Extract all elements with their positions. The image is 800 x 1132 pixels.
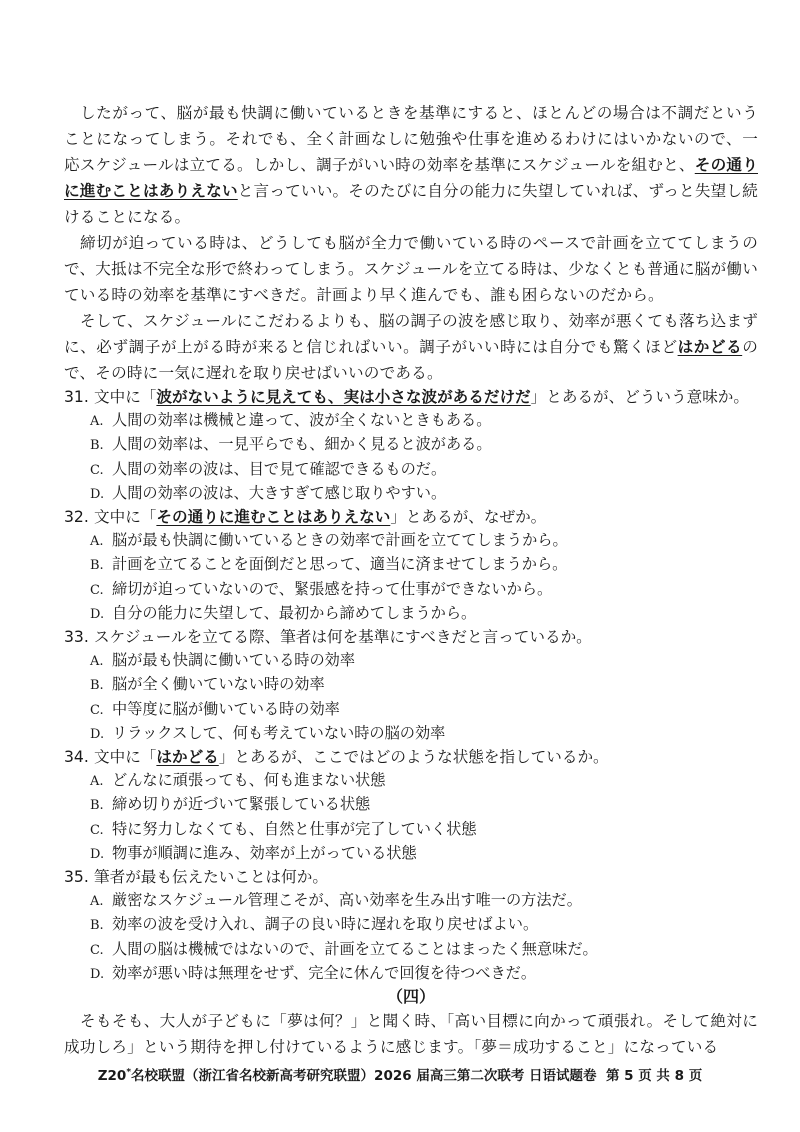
footer-exam-title: 名校联盟（浙江省名校新高考研究联盟）2026 届高三第二次联考 日语试题卷: [131, 1068, 597, 1084]
question-quote: 波がないように見えても、実は小さな波があるだけだ: [156, 388, 531, 406]
option-label: B.: [90, 438, 104, 454]
option-label: A.: [90, 774, 104, 790]
option-text: 中等度に脳が働いている時の効率: [112, 699, 340, 718]
option-text: 自分の能力に失望して、最初から諦めてしまうから。: [112, 603, 477, 622]
question-35: [64, 866, 758, 986]
answer-option[interactable]: [90, 458, 758, 482]
option-text: 効率が悪い時は無理をせず、完全に休んで回復を待つべきだ。: [112, 963, 537, 982]
reading-passage: [64, 100, 758, 386]
question-stem: [64, 626, 758, 649]
question-quote: はかどる: [156, 748, 219, 767]
option-text: 脳が最も快調に働いているときの効率で計画を立ててしまうから。: [112, 531, 568, 550]
option-label: B.: [90, 678, 104, 694]
question-list: [64, 386, 758, 986]
question-suffix: 」とあるが、なぜか。: [390, 508, 547, 527]
option-label: D.: [90, 966, 105, 982]
footer-page-info: 第 5 页 共 8 页: [605, 1068, 703, 1084]
option-label: B.: [90, 558, 104, 574]
answer-option[interactable]: [90, 529, 758, 553]
option-text: 人間の効率は、一見平らでも、細かく見ると波がある。: [112, 435, 492, 454]
option-label: C.: [90, 702, 104, 718]
option-label: C.: [90, 942, 104, 958]
passage-text: したがって、脳が最も快調に働いているときを基準にすると、ほとんどの場合は不調だということになってしまう。それでも、全く計画なしに勉強や仕事を進めるわけにはいかないので、一応スケジュールは立てる。しかし、調子がいい時の効率を基準にスケジュールを組むと、: [64, 104, 758, 174]
answer-option[interactable]: [90, 602, 758, 626]
option-text: 物事が順調に進み、効率が上がっている状態: [112, 843, 417, 862]
option-label: A.: [90, 414, 104, 430]
option-text: 効率の波を受け入れ、調子の良い時に遅れを取り戻せばよい。: [112, 915, 539, 934]
passage-text: そして、スケジュールにこだわるよりも、脳の調子の波を感じ取り、効率が悪くても落ち込まずに、必ず調子が上がる時が来ると信じればいい。調子がいい時には自分でも驚くほど: [64, 312, 758, 356]
option-text: どんなに頑張っても、何も進まない状態: [112, 771, 386, 790]
option-label: C.: [90, 822, 104, 838]
answer-option[interactable]: [90, 722, 758, 746]
page-footer: [0, 1064, 800, 1084]
question-suffix: 」とあるが、どういう意味か。: [530, 388, 749, 406]
question-32: [64, 506, 758, 626]
option-text: 締切が迫っていないので、緊張感を持って仕事ができないから。: [112, 579, 553, 598]
option-text: 脳が最も快調に働いている時の効率: [112, 651, 355, 670]
option-label: A.: [90, 654, 104, 670]
question-31: [64, 386, 758, 506]
page-content: [64, 100, 758, 1060]
option-text: 人間の効率は機械と違って、波が全くないときもある。: [112, 411, 492, 430]
option-label: D.: [90, 726, 105, 742]
option-text: 締め切りが近づいて緊張している状態: [112, 795, 371, 814]
question-prefix: 文中に「: [94, 508, 157, 527]
option-text: 人間の脳は機械ではないので、計画を立てることはまったく無意味だ。: [112, 939, 598, 958]
option-text: リラックスして、何も考えていない時の脳の効率: [112, 723, 446, 742]
answer-option[interactable]: [90, 578, 758, 602]
option-text: 特に努力しなくても、自然と仕事が完了していく状態: [112, 819, 477, 838]
question-stem: [64, 746, 758, 769]
answer-option[interactable]: [90, 842, 758, 866]
answer-option[interactable]: [90, 769, 758, 793]
footer-org-mark: *: [126, 1067, 132, 1078]
answer-option[interactable]: [90, 962, 758, 986]
question-prefix: 文中に「: [94, 388, 157, 406]
question-number: 34.: [64, 748, 89, 767]
answer-option[interactable]: [90, 913, 758, 937]
option-text: 計画を立てることを面倒だと思って、適当に済ませてしまうから。: [112, 555, 568, 574]
answer-option[interactable]: [90, 889, 758, 913]
question-stem: [64, 386, 758, 409]
question-number: 32.: [64, 508, 89, 527]
answer-option[interactable]: [90, 793, 758, 817]
answer-option[interactable]: [90, 818, 758, 842]
passage-paragraph: [64, 100, 758, 230]
footer-org-prefix: Z20: [97, 1068, 127, 1084]
option-text: 人間の効率の波は、大きすぎて感じ取りやすい。: [112, 483, 447, 502]
option-label: B.: [90, 798, 104, 814]
section-4-title: （四）: [386, 987, 435, 1007]
question-suffix: 」とあるが、ここではどのような状態を指しているか。: [218, 748, 609, 767]
answer-option[interactable]: [90, 673, 758, 697]
answer-option[interactable]: [90, 698, 758, 722]
question-33: [64, 626, 758, 746]
passage-paragraph: [64, 230, 758, 308]
answer-option[interactable]: [90, 433, 758, 457]
question-stem: [64, 506, 758, 529]
question-prefix: スケジュールを立てる際、筆者は何を基準にすべきだと言っているか。: [94, 628, 592, 647]
option-label: A.: [90, 534, 104, 550]
option-label: A.: [90, 894, 104, 910]
question-number: 33.: [64, 628, 89, 647]
question-34: [64, 746, 758, 866]
option-label: B.: [90, 918, 104, 934]
passage-text: 締切が迫っている時は、どうしても脳が全力で働いている時のペースで計画を立ててしまうので、大抵は不完全な形で終わってしまう。スケジュールを立てる時は、少なくとも普通に脳が働いている時の効率を基準にすべきだ。計画より早く進んでも、誰も困らないのだから。: [64, 234, 758, 304]
option-label: C.: [90, 582, 104, 598]
option-text: 脳が全く働いていない時の効率: [112, 675, 325, 694]
question-number: 31.: [64, 388, 89, 406]
answer-option[interactable]: [90, 409, 758, 433]
passage-paragraph: [64, 308, 758, 386]
question-prefix: 文中に「: [94, 748, 157, 767]
question-number: 35.: [64, 868, 89, 887]
question-stem: [64, 866, 758, 889]
answer-option[interactable]: [90, 482, 758, 506]
question-prefix: 筆者が最も伝えたいことは何か。: [94, 868, 328, 887]
section-4-paragraph: そもそも、大人が子どもに「夢は何？」と聞く時、「高い目標に向かって頑張れ。そして絶対に成功しろ」という期待を押し付けているように感じます。「夢＝成功すること」になっている: [64, 1012, 758, 1057]
option-label: C.: [90, 462, 104, 478]
option-label: D.: [90, 846, 105, 862]
option-text: 厳密なスケジュール管理こそが、高い効率を生み出す唯一の方法だ。: [112, 891, 582, 910]
underlined-phrase: はかどる: [677, 338, 743, 356]
answer-option[interactable]: [90, 938, 758, 962]
underlined-phrase: その通りに進むことはありえない: [64, 156, 758, 200]
passage-text: と言っていい。そのたびに自分の能力に失望していれば、ずっと失望し続けることになる。: [64, 182, 758, 226]
passage-text: ので、その時に一気に遅れを取り戻せばいいのである。: [64, 338, 758, 382]
answer-option[interactable]: [90, 649, 758, 673]
answer-option[interactable]: [90, 553, 758, 577]
question-quote: その通りに進むことはありえない: [156, 508, 391, 527]
option-text: 人間の効率の波は、目で見て確認できるものだ。: [112, 459, 447, 478]
option-label: D.: [90, 486, 105, 502]
option-label: D.: [90, 606, 105, 622]
